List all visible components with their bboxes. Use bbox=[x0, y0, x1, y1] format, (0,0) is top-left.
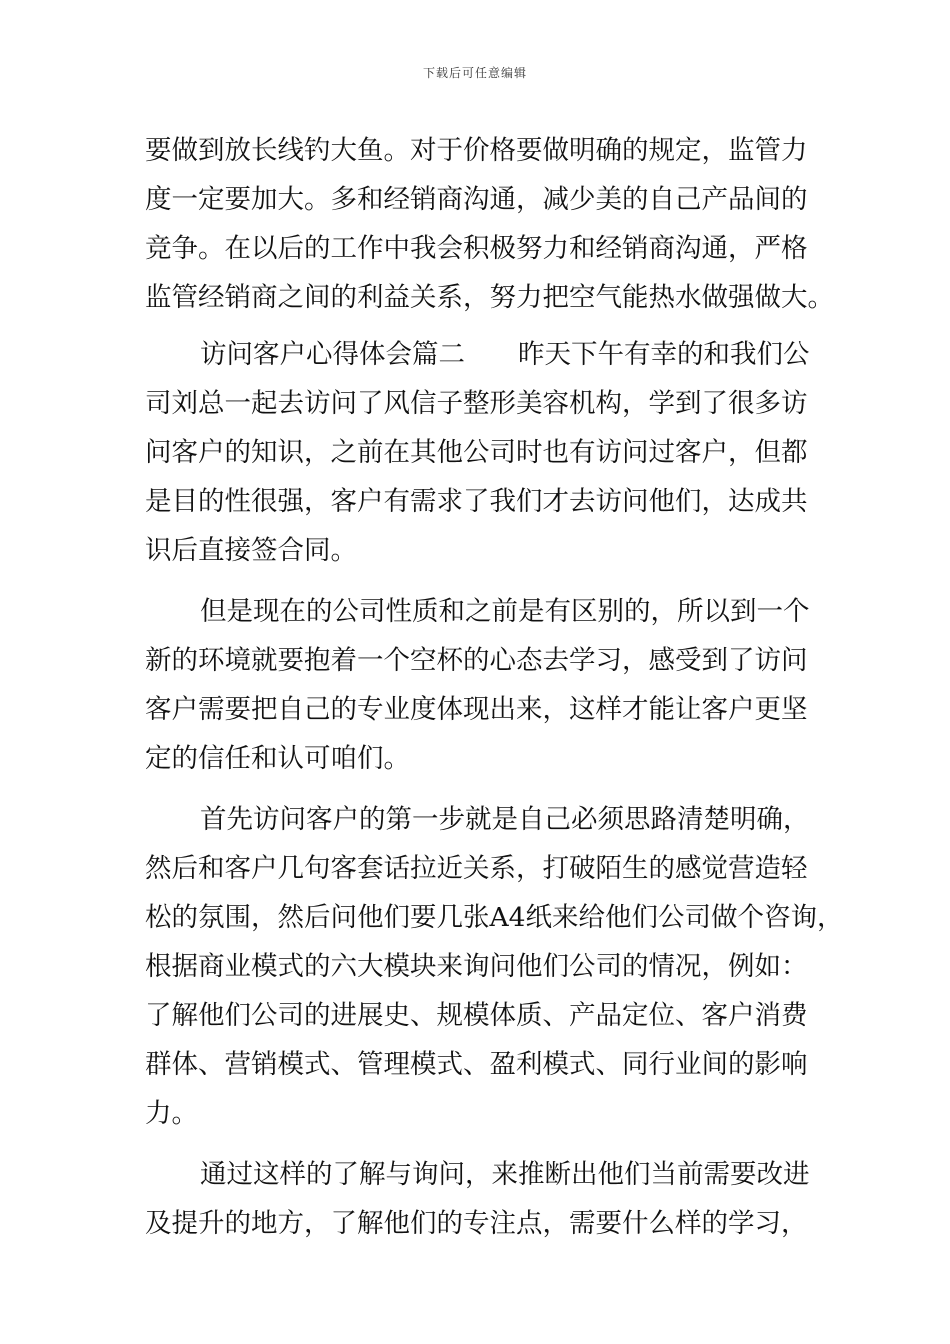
document-body bbox=[145, 126, 844, 1248]
text-line: 是目的性很强，客户有需求了我们才去访问他们，达成共 bbox=[145, 486, 808, 517]
text-line: 新的环境就要抱着一个空杯的心态去学习，感受到了访问 bbox=[145, 645, 808, 676]
text-line: 了解他们公司的进展史、规模体质、产品定位、客户消费 bbox=[145, 1000, 808, 1031]
text-line: 司刘总一起去访问了风信子整形美容机构，学到了很多访 bbox=[145, 388, 808, 419]
text-line: 但是现在的公司性质和之前是有区别的，所以到一个 bbox=[200, 596, 810, 627]
page-header: 下载后可任意编辑 bbox=[422, 66, 527, 80]
paragraph-1 bbox=[145, 126, 834, 322]
paragraph-5 bbox=[145, 1150, 815, 1248]
text-line: 力。 bbox=[145, 1098, 198, 1129]
text-line: 定的信任和认可咱们。 bbox=[145, 743, 410, 774]
text-line: 根据商业模式的六大模块来询问他们公司的情况，例如： bbox=[145, 951, 808, 982]
text-line: 访问客户心得体会篇二 昨天下午有幸的和我们公 bbox=[200, 339, 810, 370]
text-line: 然后和客户几句客套话拉近关系，打破陌生的感觉营造轻 bbox=[145, 853, 808, 884]
text-line: 首先访问客户的第一步就是自己必须思路清楚明确， bbox=[200, 804, 810, 835]
text-line: 要做到放长线钓大鱼。对于价格要做明确的规定，监管力 bbox=[145, 135, 808, 166]
paragraph-2 bbox=[145, 330, 815, 575]
paragraph-3 bbox=[145, 587, 815, 783]
paragraph-4 bbox=[145, 795, 844, 1138]
text-line: 及提升的地方，了解他们的专注点，需要什么样的学习， bbox=[145, 1208, 808, 1239]
text-line: 群体、营销模式、管理模式、盈利模式、同行业间的影响 bbox=[145, 1049, 808, 1080]
text-line: 竞争。在以后的工作中我会积极努力和经销商沟通，严格 bbox=[145, 233, 808, 264]
text-line: 监管经销商之间的利益关系，努力把空气能热水做强做大。 bbox=[145, 282, 834, 313]
text-line: 通过这样的了解与询问，来推断出他们当前需要改进 bbox=[200, 1159, 810, 1190]
text-line: 识后直接签合同。 bbox=[145, 535, 357, 566]
text-line: 客户需要把自己的专业度体现出来，这样才能让客户更坚 bbox=[145, 694, 808, 725]
text-line: 度一定要加大。多和经销商沟通，减少美的自己产品间的 bbox=[145, 184, 808, 215]
text-line: 松的氛围，然后问他们要几张A4纸来给他们公司做个咨询， bbox=[145, 902, 844, 933]
text-line: 问客户的知识，之前在其他公司时也有访问过客户，但都 bbox=[145, 437, 808, 468]
